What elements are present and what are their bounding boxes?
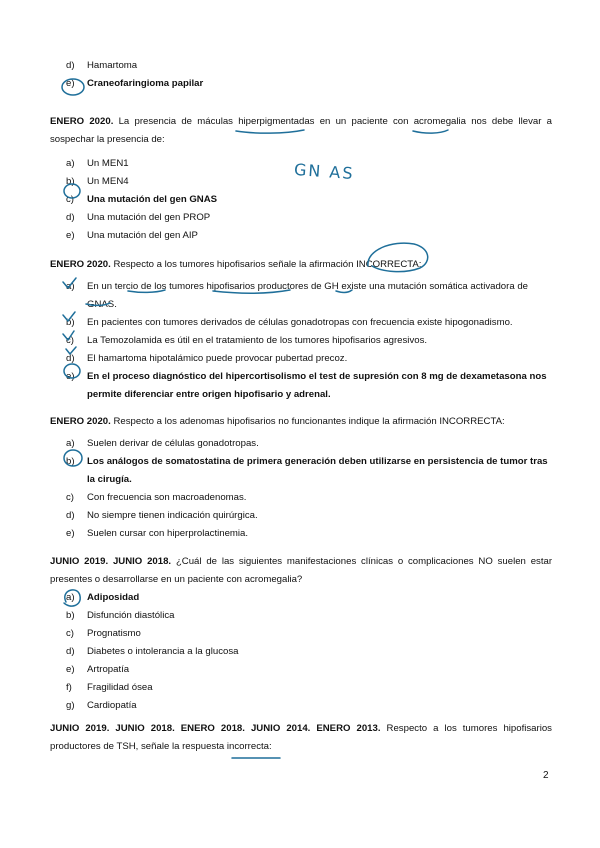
option-text: Hamartoma [87, 60, 138, 71]
option-text: Artropatía [87, 664, 130, 675]
question-label: JUNIO 2019. JUNIO 2018. ENERO 2018. JUNIO 2014. ENERO 2013. [50, 723, 381, 734]
option-text: En el proceso diagnóstico del hipercortisolismo el test de supresión con 8 mg de dexametasona nos permite diferenciar entre origen hipofisario y adrenal. [87, 371, 547, 400]
option-letter: f) [66, 682, 72, 693]
option-letter: e) [66, 528, 75, 539]
question-4 [50, 553, 552, 715]
option-text: Prognatismo [87, 628, 141, 639]
option-letter: b) [66, 176, 75, 187]
option-text: En un tercio de los tumores hipofisarios productores de GH existe una mutación somática activadora de GNAS. [87, 281, 529, 310]
option-letter: d) [66, 60, 75, 71]
option-item [50, 625, 552, 643]
option-item [50, 679, 552, 697]
option-item [50, 332, 552, 350]
option-letter: e) [66, 78, 75, 89]
option-text: En pacientes con tumores derivados de células gonadotropas con frecuencia existe hipogonadismo. [87, 317, 513, 328]
option-text: Suelen derivar de células gonadotropas. [87, 438, 259, 449]
option-text: La Temozolamida es útil en el tratamiento de los tumores hipofisarios agresivos. [87, 335, 428, 346]
option-item [50, 314, 552, 332]
option-letter: a) [66, 281, 75, 292]
option-item-correct [50, 453, 552, 489]
option-item [50, 525, 552, 543]
option-letter: e) [66, 371, 75, 382]
option-text: Un MEN1 [87, 158, 129, 169]
question-label: ENERO 2020. [50, 416, 111, 427]
option-text: No siempre tienen indicación quirúrgica. [87, 510, 258, 521]
question-stem [50, 720, 552, 756]
option-letter: d) [66, 510, 75, 521]
question-label: JUNIO 2019. JUNIO 2018. [50, 556, 172, 567]
option-item [50, 697, 552, 715]
option-text: Disfunción diastólica [87, 610, 175, 621]
option-letter: c) [66, 335, 74, 346]
option-item [50, 607, 552, 625]
option-letter: c) [66, 194, 74, 205]
option-text: Adiposidad [87, 592, 140, 603]
question-label: ENERO 2020. [50, 259, 111, 270]
question-3 [50, 413, 552, 543]
option-text: Con frecuencia son macroadenomas. [87, 492, 247, 503]
question-stem [50, 413, 552, 431]
option-item-correct [50, 191, 552, 209]
option-letter: c) [66, 628, 74, 639]
option-letter: a) [66, 438, 75, 449]
option-item [50, 227, 552, 245]
question-stem [50, 553, 552, 589]
option-letter: b) [66, 610, 75, 621]
option-letter: b) [66, 456, 75, 467]
option-text: Cardiopatía [87, 700, 137, 711]
option-letter: g) [66, 700, 75, 711]
question-2 [50, 256, 552, 404]
question-text: Respecto a los adenomas hipofisarios no funcionantes indique la afirmación INCORRECTA: [113, 416, 505, 427]
option-item [50, 435, 552, 453]
question-text: Respecto a los tumores hipofisarios productores de TSH, señale la respuesta incorrecta: [50, 723, 552, 752]
option-text: Suelen cursar con hiperprolactinemia. [87, 528, 249, 539]
option-text: Un MEN4 [87, 176, 129, 187]
option-letter: a) [66, 592, 75, 603]
option-text: Diabetes o intolerancia a la glucosa [87, 646, 239, 657]
option-item [50, 57, 552, 75]
option-letter: d) [66, 353, 75, 364]
question-text: ¿Cuál de las siguientes manifestaciones clínicas o complicaciones NO suelen estar presentes o desarrollarse en un paciente con acromegalia? [50, 556, 553, 585]
option-item [50, 350, 552, 368]
option-item [50, 661, 552, 679]
option-text: Una mutación del gen PROP [87, 212, 211, 223]
question-5 [50, 720, 552, 756]
option-letter: e) [66, 230, 75, 241]
option-text: El hamartoma hipotalámico puede provocar pubertad precoz. [87, 353, 348, 364]
option-item [50, 643, 552, 661]
option-letter: e) [66, 664, 75, 675]
option-item-correct [50, 368, 552, 404]
option-text: Una mutación del gen GNAS [87, 194, 218, 205]
handwritten-note: GN AS [293, 159, 356, 184]
option-letter: d) [66, 212, 75, 223]
option-letter: c) [66, 492, 74, 503]
question-stem [50, 256, 552, 274]
option-letter: d) [66, 646, 75, 657]
option-item-correct [50, 589, 552, 607]
option-text: Los análogos de somatostatina de primera generación deben utilizarse en persistencia de tumor tras la cirugía. [87, 456, 548, 485]
question-continuation [50, 57, 552, 93]
question-label: ENERO 2020. [50, 116, 114, 127]
option-letter: a) [66, 158, 75, 169]
question-text: Respecto a los tumores hipofisarios señale la afirmación INCORRECTA: [113, 259, 422, 270]
option-item [50, 489, 552, 507]
option-text: Una mutación del gen AIP [87, 230, 198, 241]
option-item [50, 278, 552, 314]
page-number: 2 [543, 770, 549, 781]
option-letter: b) [66, 317, 75, 328]
question-stem [50, 113, 552, 149]
option-text: Fragilidad ósea [87, 682, 153, 693]
option-item [50, 209, 552, 227]
option-item [50, 507, 552, 525]
option-text: Craneofaringioma papilar [87, 78, 204, 89]
question-text: La presencia de máculas hiperpigmentadas en un paciente con acromegalia nos debe llevar a sospechar la presencia de: [50, 116, 552, 145]
option-item-correct [50, 75, 552, 93]
